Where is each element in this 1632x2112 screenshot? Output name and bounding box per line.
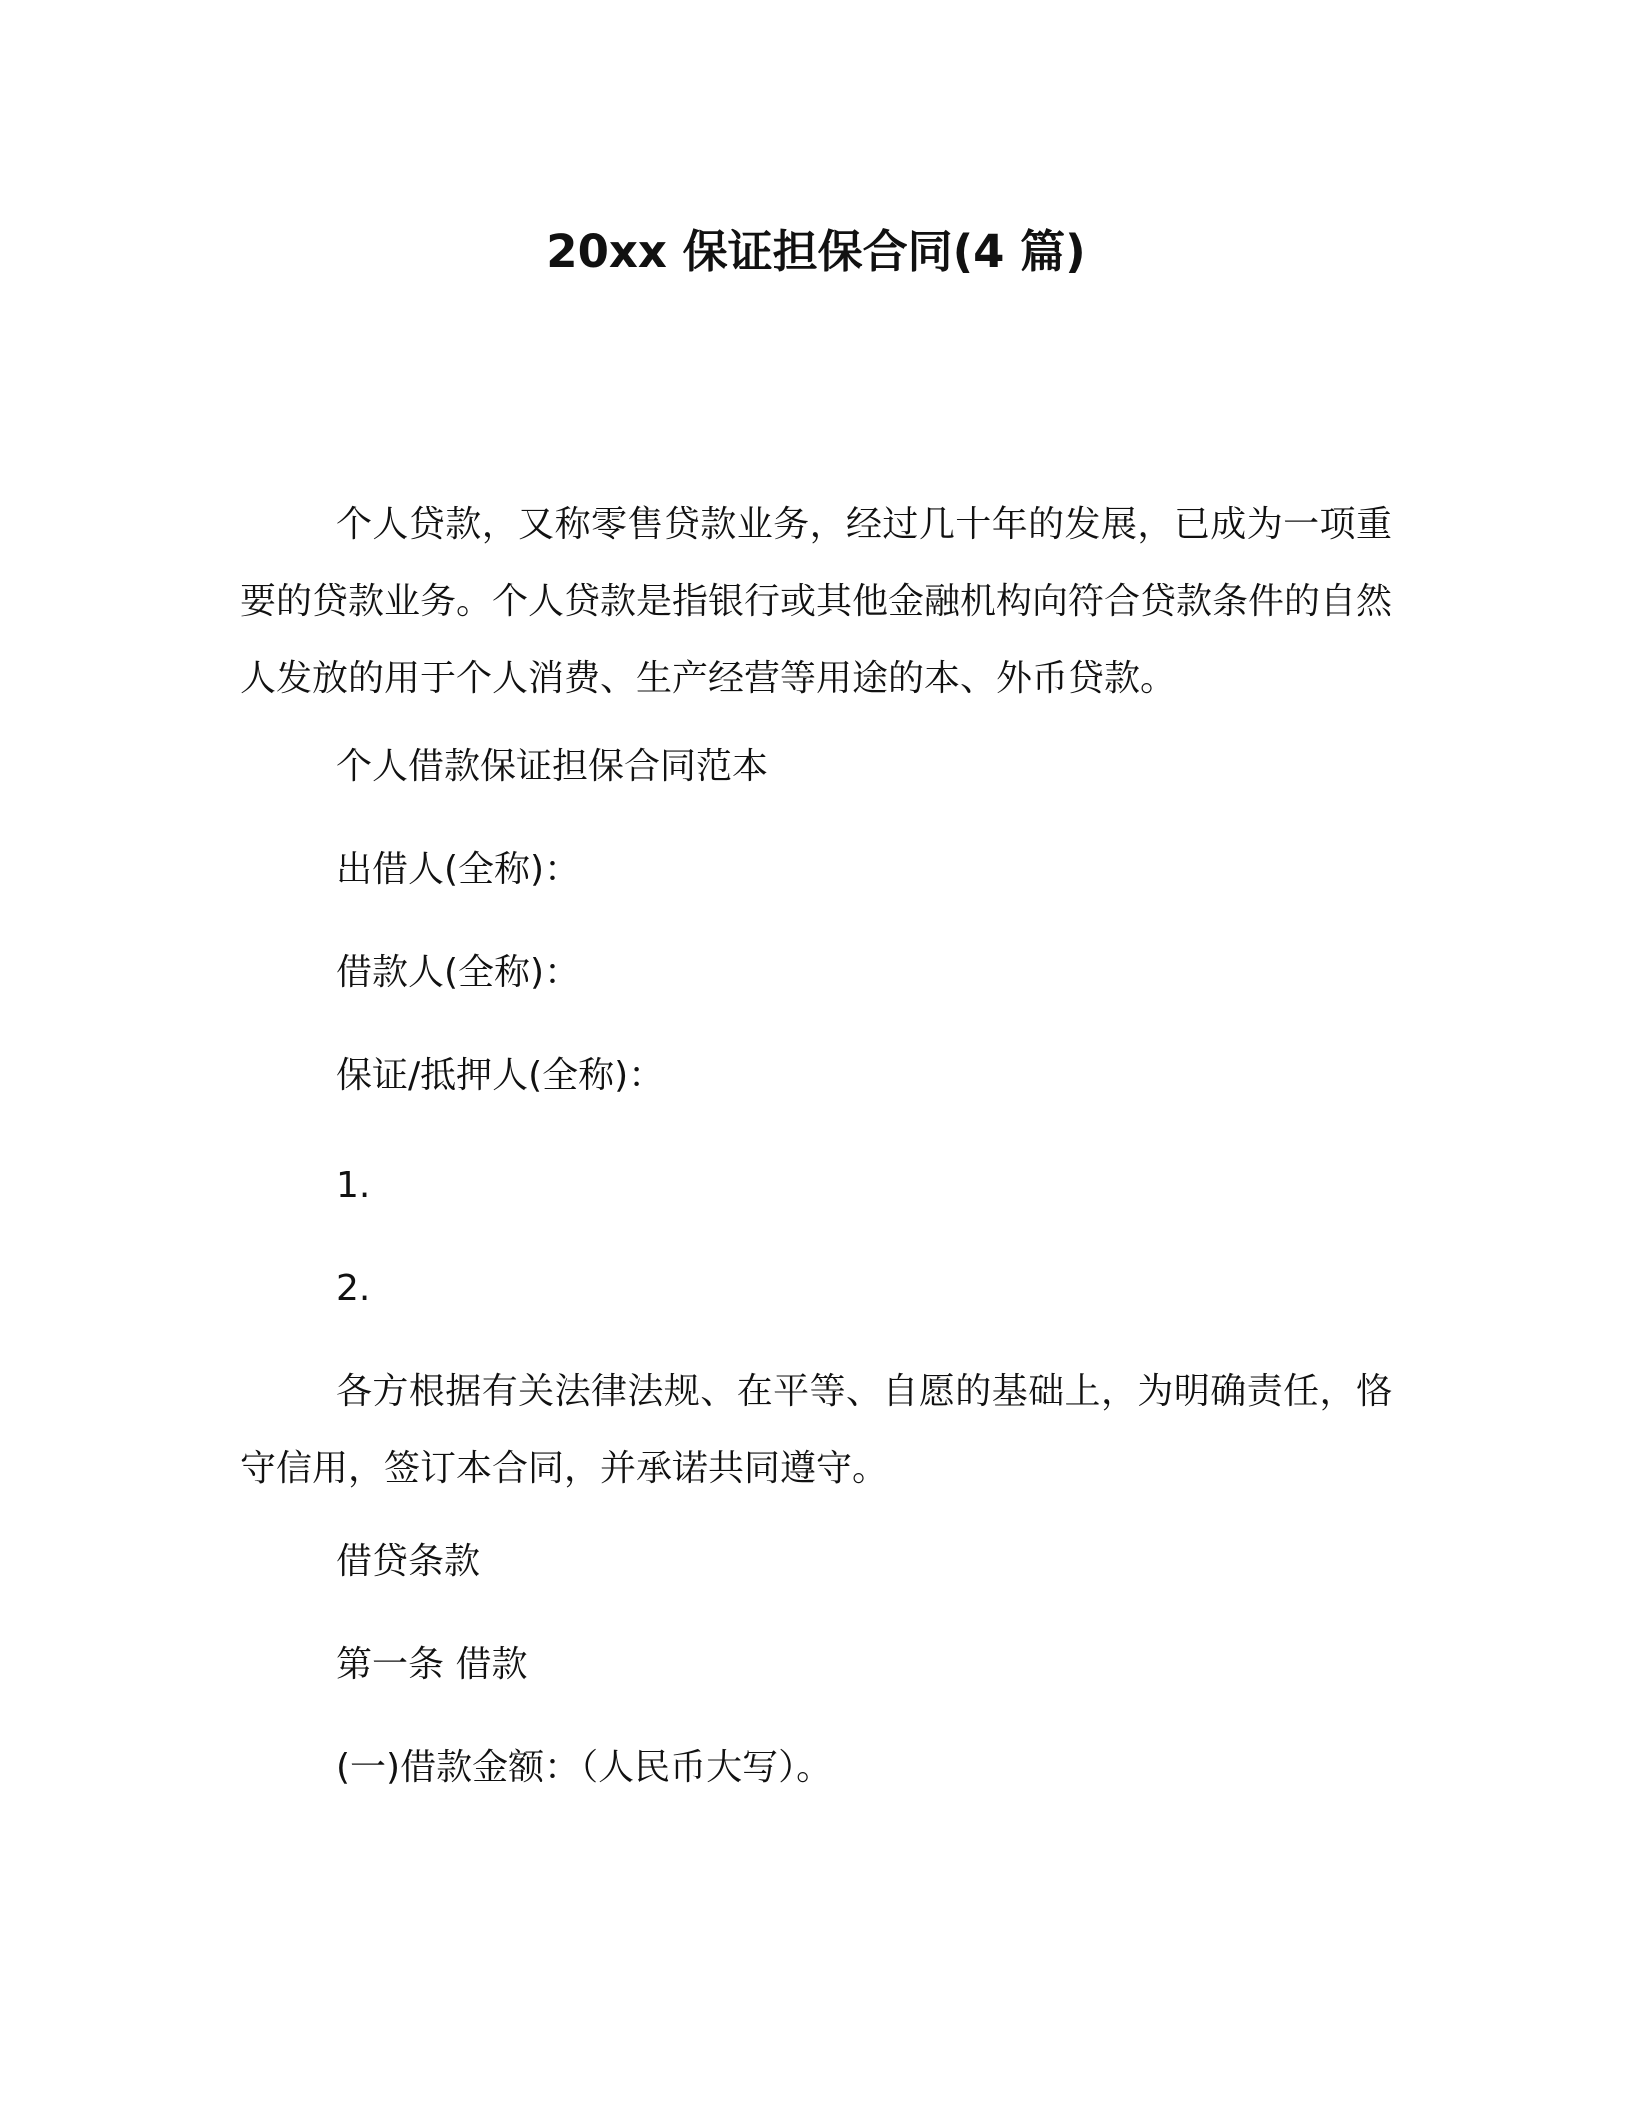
guarantor-item-1: 1.	[336, 1165, 371, 1206]
document-title: 20xx 保证担保合同(4 篇)	[546, 225, 1086, 278]
section-heading: 借贷条款	[336, 1541, 481, 1582]
amount-clause: (一)借款金额：（人民币大写）。	[336, 1747, 833, 1788]
article-1-heading: 第一条 借款	[336, 1644, 528, 1685]
lender-field: 出借人(全称)：	[336, 849, 581, 890]
sample-title: 个人借款保证担保合同范本	[336, 746, 769, 787]
document-body	[240, 486, 1392, 1798]
guarantor-field: 保证/抵押人(全称)：	[336, 1055, 665, 1096]
intro-paragraph: 个人贷款，又称零售贷款业务，经过几十年的发展，已成为一项重要的贷款业务。个人贷款是指银行或其他金融机构向符合贷款条件的自然人发放的用于个人消费、生产经营等用途的本、外币贷款。	[240, 504, 1393, 699]
guarantor-item-2: 2.	[336, 1268, 371, 1309]
borrower-field: 借款人(全称)：	[336, 952, 581, 993]
agreement-paragraph: 各方根据有关法律法规、在平等、自愿的基础上，为明确责任，恪守信用，签订本合同，并承诺共同遵守。	[240, 1371, 1392, 1489]
